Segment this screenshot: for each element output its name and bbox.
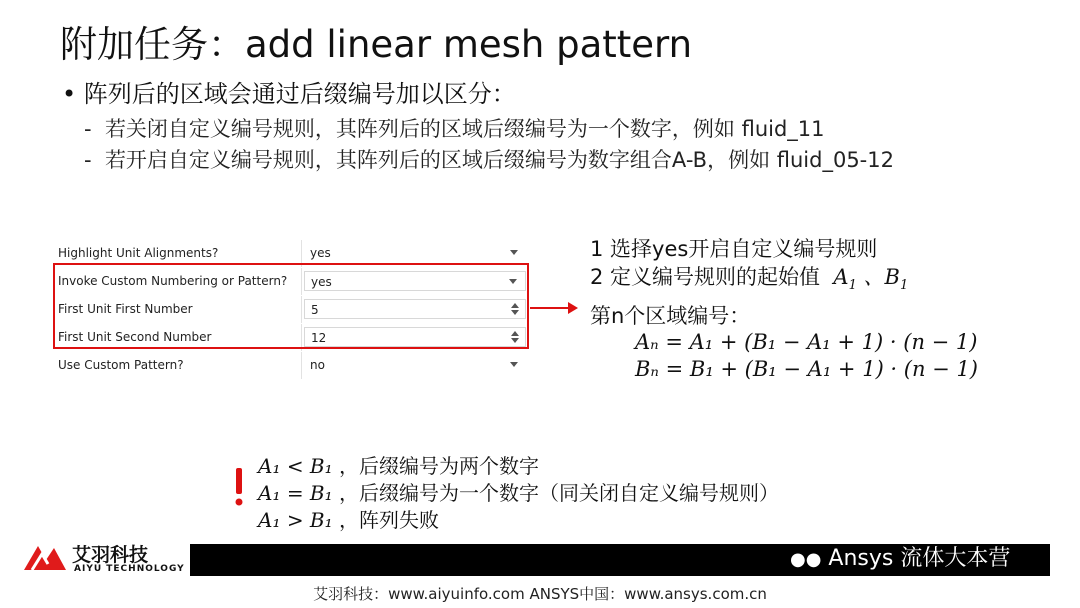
slide-title: 附加任务：add linear mesh pattern xyxy=(60,23,693,66)
formula-an: Aₙ = A₁ + (B₁ − A₁ + 1) · (n − 1) xyxy=(635,330,978,354)
second-number-spinner[interactable]: 12 xyxy=(304,327,526,347)
sub-item-text: 若关闭自定义编号规则，其阵列后的区域后缀编号为一个数字，例如 fluid_11 xyxy=(104,117,825,141)
footer-text: 艾羽科技：www.aiyuinfo.com ANSYS中国：www.ansys.com.cn xyxy=(313,585,767,603)
watermark: ●● Ansys 流体大本营 xyxy=(790,546,1011,571)
company-logo xyxy=(20,540,185,578)
chevron-down-icon xyxy=(510,362,518,367)
arrow-line xyxy=(530,307,570,309)
property-label: Invoke Custom Numbering or Pattern? xyxy=(58,274,288,288)
warning-exclamation-icon xyxy=(234,468,244,506)
condition-3: A₁ > B₁ ，阵列失败 xyxy=(258,508,440,532)
highlight-box xyxy=(53,263,529,349)
property-label: First Unit First Number xyxy=(58,302,193,316)
step-2: 2 定义编号规则的起始值 $A_1$ 、$B_1$ xyxy=(590,265,909,294)
property-row-custom-pattern xyxy=(52,352,534,379)
bullet-point xyxy=(62,74,516,109)
property-label: Use Custom Pattern? xyxy=(58,358,184,372)
sub-item-text: 若开启自定义编号规则，其阵列后的区域后缀编号为数字组合A-B，例如 fluid_05-12 xyxy=(104,148,894,172)
custom-numbering-dropdown[interactable]: yes xyxy=(304,271,526,291)
condition-2: A₁ = B₁ ，后缀编号为一个数字（同关闭自定义编号规则） xyxy=(258,481,780,505)
highlight-dropdown[interactable]: yes xyxy=(304,243,526,263)
bullet-text: 阵列后的区域会通过后缀编号加以区分： xyxy=(83,80,516,108)
sub-item-1: - 若关闭自定义编号规则，其阵列后的区域后缀编号为一个数字，例如 fluid_11 xyxy=(84,117,825,141)
chevron-down-icon xyxy=(510,250,518,255)
first-number-spinner[interactable]: 5 xyxy=(304,299,526,319)
wechat-icon: ●● xyxy=(790,549,822,570)
formula-heading: 第n个区域编号： xyxy=(590,304,751,328)
step-1: 1 选择yes开启自定义编号规则 xyxy=(590,237,878,261)
custom-pattern-dropdown[interactable]: no xyxy=(304,355,526,375)
logo-name-cn: 艾羽科技 xyxy=(72,544,149,566)
logo-name-en: AIYU TECHNOLOGY xyxy=(74,564,185,574)
arrow-right-icon xyxy=(568,302,578,314)
formula-bn: Bₙ = B₁ + (B₁ − A₁ + 1) · (n − 1) xyxy=(635,357,979,381)
condition-1: A₁ < B₁ ，后缀编号为两个数字 xyxy=(258,454,540,478)
property-label: Highlight Unit Alignments? xyxy=(58,246,219,260)
logo-mark-icon xyxy=(20,540,70,578)
sub-item-2: - 若开启自定义编号规则，其阵列后的区域后缀编号为数字组合A-B，例如 fluid_05-12 xyxy=(84,148,894,172)
property-label: First Unit Second Number xyxy=(58,330,212,344)
bullet-dot: • xyxy=(62,80,77,108)
